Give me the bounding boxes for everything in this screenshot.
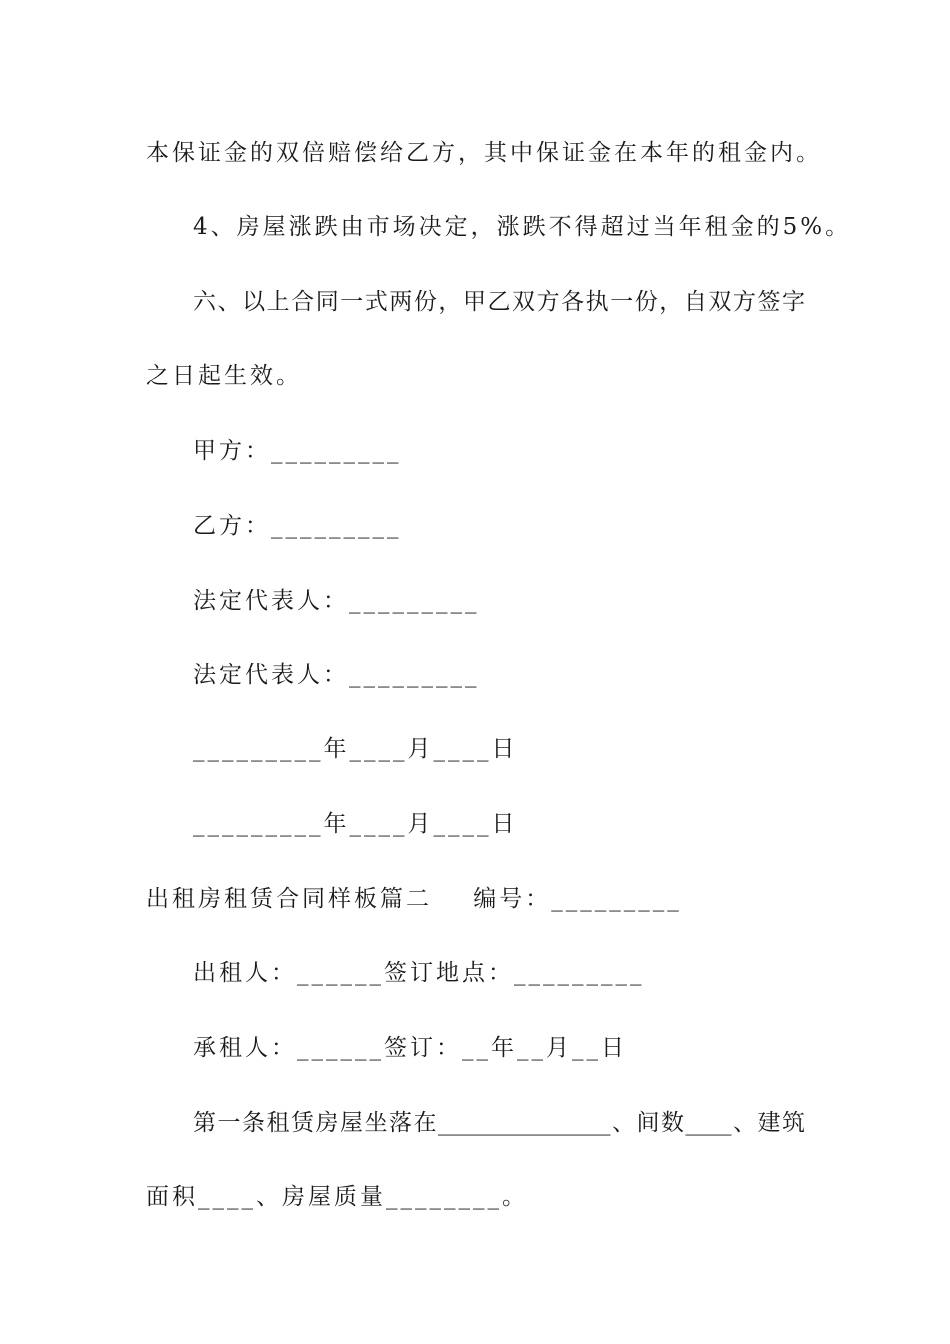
- clause-6-copies: 六、以上合同一式两份，甲乙双方各执一份，自双方签字: [193, 289, 805, 315]
- article-1-area-quality: 面积____、房屋质量________。: [146, 1184, 528, 1210]
- date-line-b: _________年____月____日: [193, 811, 518, 837]
- lessor-and-signing-place: 出租人：______签订地点：_________: [193, 960, 645, 986]
- legal-representative-b: 法定代表人：_________: [193, 662, 480, 688]
- paragraph-deposit-compensation: 本保证金的双倍赔偿给乙方，其中保证金在本年的租金内。: [146, 140, 822, 166]
- date-line-a: _________年____月____日: [193, 736, 518, 762]
- party-a-signature: 甲方：_________: [193, 438, 402, 464]
- legal-representative-a: 法定代表人：_________: [193, 588, 480, 614]
- clause-6-effective: 之日起生效。: [146, 363, 302, 389]
- article-1-location: 第一条租赁房屋坐落在_______________、间数____、建筑: [193, 1110, 805, 1136]
- lessee-and-signing-date: 承租人：______签订：__年__月__日: [193, 1035, 627, 1061]
- party-b-signature: 乙方：_________: [193, 513, 402, 539]
- clause-4-price-change: 4、房屋涨跌由市场决定，涨跌不得超过当年租金的5%。: [193, 214, 852, 240]
- contract-title-and-number: 出租房租赁合同样板篇二 编号：_________: [146, 886, 682, 912]
